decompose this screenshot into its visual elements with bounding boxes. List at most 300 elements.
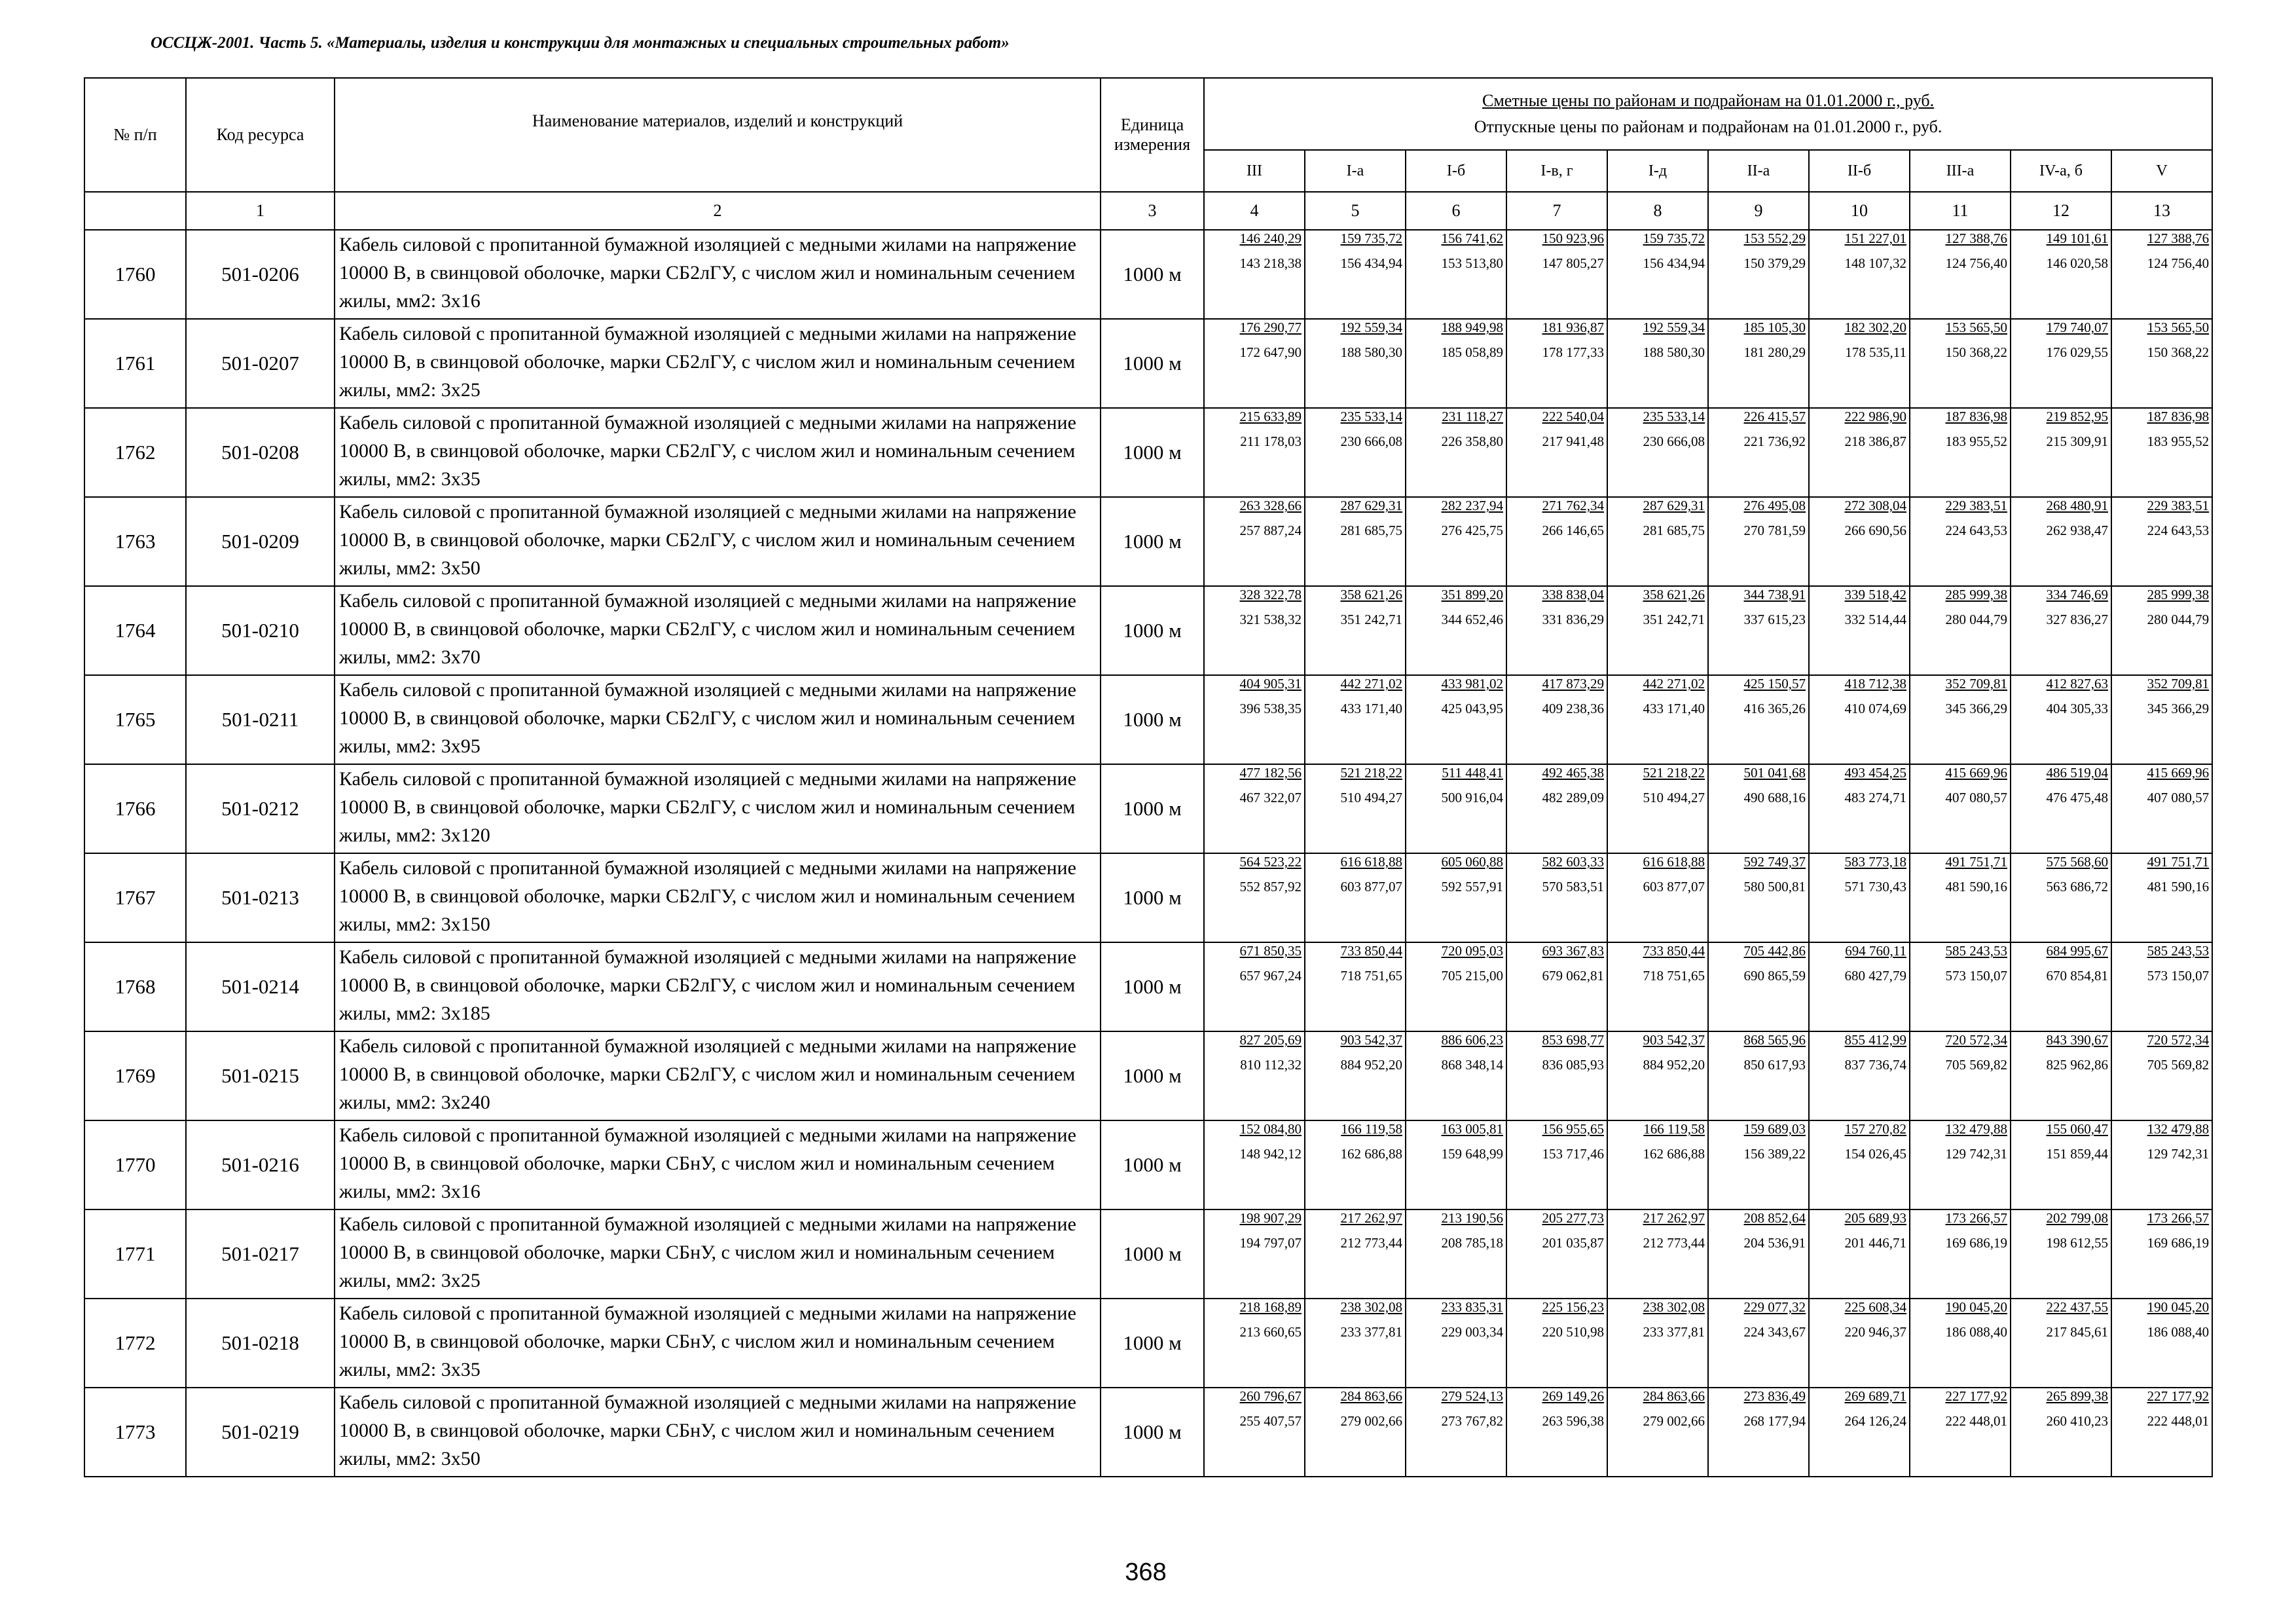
price-cell [1305, 230, 1406, 319]
row-number: 1767 [84, 853, 186, 942]
resource-code: 501-0216 [186, 1120, 335, 1209]
estimate-price: 269 149,26 [1542, 1388, 1604, 1404]
price-cell [2111, 1388, 2212, 1477]
estimate-price: 213 190,56 [1441, 1210, 1503, 1226]
row-number: 1764 [84, 586, 186, 675]
release-price: 264 126,24 [1844, 1413, 1906, 1429]
release-price: 690 865,59 [1743, 968, 1806, 984]
estimate-price: 418 712,38 [1844, 676, 1906, 692]
row-number: 1770 [84, 1120, 186, 1209]
material-name: Кабель силовой с пропитанной бумажной изоляцией с медными жилами на напряжение 10000 В, в свинцовой оболочке, марки СБ2лГУ, с числом жил и номинальным сечением жилы, мм2: 3х240 [335, 1031, 1101, 1120]
price-cell [1910, 1299, 2011, 1388]
price-cell [2011, 408, 2111, 497]
release-price: 260 410,23 [2046, 1413, 2108, 1429]
estimate-price: 492 465,38 [1542, 765, 1604, 781]
release-price: 570 583,51 [1542, 879, 1604, 895]
release-price: 573 150,07 [2147, 968, 2210, 984]
resource-code: 501-0212 [186, 764, 335, 853]
estimate-price: 153 552,29 [1743, 231, 1806, 246]
row-number: 1771 [84, 1209, 186, 1299]
price-cell [1406, 408, 1506, 497]
estimate-price: 190 045,20 [1945, 1299, 2007, 1315]
estimate-price: 219 852,95 [2046, 409, 2108, 424]
district-header: I-д [1607, 150, 1708, 192]
material-name: Кабель силовой с пропитанной бумажной изоляцией с медными жилами на напряжение 10000 В, в свинцовой оболочке, марки СБнУ, с числом жил и номинальным сечением жилы, мм2: 3х50 [335, 1388, 1101, 1477]
resource-code: 501-0215 [186, 1031, 335, 1120]
release-price: 129 742,31 [2147, 1146, 2210, 1162]
material-name: Кабель силовой с пропитанной бумажной изоляцией с медными жилами на напряжение 10000 В, в свинцовой оболочке, марки СБ2лГУ, с числом жил и номинальным сечением жилы, мм2: 3х50 [335, 497, 1101, 586]
estimate-price: 127 388,76 [2147, 231, 2210, 246]
unit-of-measure: 1000 м [1101, 586, 1204, 675]
estimate-price: 493 454,25 [1844, 765, 1906, 781]
price-cell [1607, 319, 1708, 408]
price-cell [1708, 1209, 1809, 1299]
estimate-price: 886 606,23 [1441, 1032, 1503, 1048]
release-price: 281 685,75 [1643, 523, 1705, 538]
price-cell [1506, 942, 1607, 1031]
unit-of-measure: 1000 м [1101, 1388, 1204, 1477]
release-price: 279 002,66 [1340, 1413, 1402, 1429]
row-number: 1762 [84, 408, 186, 497]
release-price: 580 500,81 [1743, 879, 1806, 895]
resource-code: 501-0219 [186, 1388, 335, 1477]
price-cell [2011, 764, 2111, 853]
estimate-price: 179 740,07 [2046, 320, 2108, 335]
estimate-price: 127 388,76 [1945, 231, 2007, 246]
price-cell [1910, 853, 2011, 942]
price-cell [1607, 408, 1708, 497]
row-number: 1761 [84, 319, 186, 408]
estimate-price: 334 746,69 [2046, 587, 2108, 602]
estimate-price: 187 836,98 [2147, 409, 2210, 424]
row-number: 1763 [84, 497, 186, 586]
price-cell [1406, 1299, 1506, 1388]
price-cell [1305, 497, 1406, 586]
estimate-price: 720 572,34 [1945, 1032, 2007, 1048]
row-number: 1768 [84, 942, 186, 1031]
table-row [84, 497, 2212, 586]
release-price: 433 171,40 [1643, 701, 1705, 716]
price-cell [2111, 675, 2212, 764]
estimate-price: 182 302,20 [1844, 320, 1906, 335]
release-price: 351 242,71 [1643, 612, 1705, 627]
release-price: 146 020,58 [2046, 255, 2108, 271]
estimate-price: 287 629,31 [1643, 498, 1705, 513]
unit-of-measure: 1000 м [1101, 319, 1204, 408]
price-cell [1204, 942, 1305, 1031]
header-unit: Единица измерения [1101, 78, 1204, 192]
price-cell [1708, 1031, 1809, 1120]
column-number: 13 [2111, 192, 2212, 230]
price-cell [2011, 1120, 2111, 1209]
estimate-price: 202 799,08 [2046, 1210, 2108, 1226]
release-price: 592 557,91 [1441, 879, 1503, 895]
estimate-price: 222 437,55 [2046, 1299, 2108, 1315]
release-price: 224 643,53 [1945, 523, 2007, 538]
release-price: 321 538,32 [1239, 612, 1302, 627]
estimate-price: 486 519,04 [2046, 765, 2108, 781]
estimate-price: 269 689,71 [1844, 1388, 1906, 1404]
estimate-price: 827 205,69 [1239, 1032, 1302, 1048]
price-cell [1708, 853, 1809, 942]
price-cell [1305, 1388, 1406, 1477]
price-cell [1708, 230, 1809, 319]
estimate-price: 358 621,26 [1643, 587, 1705, 602]
estimate-price: 583 773,18 [1844, 854, 1906, 870]
material-name: Кабель силовой с пропитанной бумажной изоляцией с медными жилами на напряжение 10000 В, в свинцовой оболочке, марки СБ2лГУ, с числом жил и номинальным сечением жилы, мм2: 3х120 [335, 764, 1101, 853]
price-cell [2011, 675, 2111, 764]
release-price: 407 080,57 [2147, 790, 2210, 805]
price-cell [1406, 1388, 1506, 1477]
estimate-price: 238 302,08 [1340, 1299, 1402, 1315]
estimate-price: 231 118,27 [1442, 409, 1503, 424]
release-price: 407 080,57 [1945, 790, 2007, 805]
estimate-price: 694 760,11 [1845, 943, 1906, 959]
release-price: 718 751,65 [1643, 968, 1705, 984]
estimate-price: 358 621,26 [1340, 587, 1402, 602]
price-cell [1708, 586, 1809, 675]
release-price: 266 690,56 [1844, 523, 1906, 538]
table-row [84, 319, 2212, 408]
price-cell [1708, 1388, 1809, 1477]
estimate-price: 225 156,23 [1542, 1299, 1604, 1315]
release-price: 154 026,45 [1844, 1146, 1906, 1162]
header-code: Код ресурса [186, 78, 335, 192]
district-header: I-б [1406, 150, 1506, 192]
table-row [84, 1209, 2212, 1299]
estimate-price: 192 559,34 [1340, 320, 1402, 335]
release-price: 186 088,40 [1945, 1324, 2007, 1340]
estimate-price: 582 603,33 [1542, 854, 1604, 870]
release-price: 810 112,32 [1240, 1057, 1302, 1073]
price-cell [2111, 1120, 2212, 1209]
table-row [84, 1120, 2212, 1209]
estimate-price: 263 328,66 [1239, 498, 1302, 513]
estimate-price: 855 412,99 [1844, 1032, 1906, 1048]
price-cell [1406, 319, 1506, 408]
release-price: 257 887,24 [1239, 523, 1302, 538]
column-number: 7 [1506, 192, 1607, 230]
estimate-price: 238 302,08 [1643, 1299, 1705, 1315]
release-price: 217 845,61 [2046, 1324, 2108, 1340]
estimate-price: 616 618,88 [1340, 854, 1402, 870]
release-price: 162 686,88 [1643, 1146, 1705, 1162]
release-price: 404 305,33 [2046, 701, 2108, 716]
estimate-price: 229 383,51 [2147, 498, 2210, 513]
price-cell [1305, 1031, 1406, 1120]
price-cell [1305, 586, 1406, 675]
price-cell [1607, 1120, 1708, 1209]
resource-code: 501-0217 [186, 1209, 335, 1299]
estimate-price: 153 565,50 [2147, 320, 2210, 335]
release-price: 156 434,94 [1643, 255, 1705, 271]
release-price: 705 215,00 [1441, 968, 1503, 984]
estimate-price: 271 762,34 [1542, 498, 1604, 513]
estimate-price: 226 415,57 [1743, 409, 1806, 424]
price-cell [1204, 1120, 1305, 1209]
row-number: 1769 [84, 1031, 186, 1120]
price-cell [1809, 319, 1910, 408]
price-cell [1204, 408, 1305, 497]
estimate-price: 217 262,97 [1643, 1210, 1705, 1226]
price-cell [2111, 942, 2212, 1031]
estimate-price: 208 852,64 [1743, 1210, 1806, 1226]
release-price: 230 666,08 [1643, 434, 1705, 449]
price-cell [1607, 764, 1708, 853]
release-price: 476 475,48 [2046, 790, 2108, 805]
release-price: 332 514,44 [1844, 612, 1906, 627]
price-cell [1910, 497, 2011, 586]
estimate-price: 176 290,77 [1239, 320, 1302, 335]
estimate-price: 155 060,47 [2046, 1121, 2108, 1137]
unit-of-measure: 1000 м [1101, 1120, 1204, 1209]
estimate-price: 592 749,37 [1743, 854, 1806, 870]
price-cell [1506, 1388, 1607, 1477]
resource-code: 501-0210 [186, 586, 335, 675]
estimate-price: 720 572,34 [2147, 1032, 2210, 1048]
release-price: 159 648,99 [1441, 1146, 1503, 1162]
estimate-price: 521 218,22 [1340, 765, 1402, 781]
price-cell [2111, 408, 2212, 497]
release-price: 837 736,74 [1844, 1057, 1906, 1073]
price-cell [1910, 586, 2011, 675]
estimate-price: 705 442,86 [1743, 943, 1806, 959]
estimate-price: 163 005,81 [1441, 1121, 1503, 1137]
release-price: 467 322,07 [1239, 790, 1302, 805]
release-price: 345 366,29 [1945, 701, 2007, 716]
price-cell [1607, 1388, 1708, 1477]
estimate-price: 442 271,02 [1340, 676, 1402, 692]
release-price: 156 434,94 [1340, 255, 1402, 271]
price-cell [1204, 675, 1305, 764]
release-price: 266 146,65 [1542, 523, 1604, 538]
column-number: 4 [1204, 192, 1305, 230]
release-price: 281 685,75 [1340, 523, 1402, 538]
price-cell [1406, 1031, 1506, 1120]
release-price: 657 967,24 [1239, 968, 1302, 984]
resource-code: 501-0207 [186, 319, 335, 408]
release-price: 178 535,11 [1845, 344, 1906, 360]
release-price: 270 781,59 [1743, 523, 1806, 538]
release-price: 279 002,66 [1643, 1413, 1705, 1429]
release-price: 153 717,46 [1542, 1146, 1604, 1162]
release-price: 169 686,19 [1945, 1235, 2007, 1251]
unit-of-measure: 1000 м [1101, 764, 1204, 853]
price-cell [1708, 1299, 1809, 1388]
price-cell [1506, 319, 1607, 408]
release-price: 147 805,27 [1542, 255, 1604, 271]
estimate-price: 159 735,72 [1643, 231, 1705, 246]
estimate-price: 173 266,57 [2147, 1210, 2210, 1226]
release-price: 220 946,37 [1844, 1324, 1906, 1340]
estimate-price: 415 669,96 [1945, 765, 2007, 781]
price-cell [1406, 497, 1506, 586]
material-name: Кабель силовой с пропитанной бумажной изоляцией с медными жилами на напряжение 10000 В, в свинцовой оболочке, марки СБ2лГУ, с числом жил и номинальным сечением жилы, мм2: 3х95 [335, 675, 1101, 764]
column-number: 5 [1305, 192, 1406, 230]
release-price: 229 003,34 [1441, 1324, 1503, 1340]
release-price: 198 612,55 [2046, 1235, 2108, 1251]
column-number: 12 [2011, 192, 2111, 230]
price-cell [1910, 408, 2011, 497]
release-price: 204 536,91 [1743, 1235, 1806, 1251]
release-price: 705 569,82 [2147, 1057, 2210, 1073]
estimate-price: 339 518,42 [1844, 587, 1906, 602]
price-cell [1809, 408, 1910, 497]
header-name: Наименование материалов, изделий и конструкций [335, 78, 1101, 192]
estimate-price: 720 095,03 [1441, 943, 1503, 959]
price-cell [2111, 853, 2212, 942]
price-cell [1910, 675, 2011, 764]
column-number: 9 [1708, 192, 1809, 230]
release-price: 836 085,93 [1542, 1057, 1604, 1073]
row-number: 1766 [84, 764, 186, 853]
header-no: № п/п [84, 78, 186, 192]
release-price: 162 686,88 [1340, 1146, 1402, 1162]
release-price: 490 688,16 [1743, 790, 1806, 805]
release-price: 188 580,30 [1340, 344, 1402, 360]
price-cell [1607, 1209, 1708, 1299]
release-price: 680 427,79 [1844, 968, 1906, 984]
price-cell [1607, 1299, 1708, 1388]
estimate-price: 217 262,97 [1340, 1210, 1402, 1226]
price-cell [1607, 942, 1708, 1031]
release-price: 552 857,92 [1239, 879, 1302, 895]
release-price: 151 859,44 [2046, 1146, 2108, 1162]
estimate-price: 693 367,83 [1542, 943, 1604, 959]
estimate-price: 260 796,67 [1239, 1388, 1302, 1404]
material-name: Кабель силовой с пропитанной бумажной изоляцией с медными жилами на напряжение 10000 В, в свинцовой оболочке, марки СБнУ, с числом жил и номинальным сечением жилы, мм2: 3х16 [335, 1120, 1101, 1209]
row-number: 1760 [84, 230, 186, 319]
price-cell [1204, 586, 1305, 675]
estimate-price: 218 168,89 [1239, 1299, 1302, 1315]
document-header: ОССЦЖ-2001. Часть 5. «Материалы, изделия и конструкции для монтажных и специальных строительных работ» [151, 34, 1010, 52]
release-price: 273 767,82 [1441, 1413, 1503, 1429]
estimate-price: 585 243,53 [2147, 943, 2210, 959]
price-cell [1809, 497, 1910, 586]
estimate-price: 268 480,91 [2046, 498, 2108, 513]
district-header: V [2111, 150, 2212, 192]
price-cell [1406, 230, 1506, 319]
release-price: 129 742,31 [1945, 1146, 2007, 1162]
release-price: 884 952,20 [1643, 1057, 1705, 1073]
table-row [84, 675, 2212, 764]
price-cell [1506, 497, 1607, 586]
resource-code: 501-0214 [186, 942, 335, 1031]
release-price: 148 107,32 [1844, 255, 1906, 271]
price-cell [1305, 853, 1406, 942]
price-cell [1708, 1120, 1809, 1209]
release-price: 718 751,65 [1340, 968, 1402, 984]
release-price: 425 043,95 [1441, 701, 1503, 716]
price-cell [1506, 1209, 1607, 1299]
price-cell [1607, 1031, 1708, 1120]
price-cell [1204, 1299, 1305, 1388]
price-cell [1910, 1120, 2011, 1209]
estimate-price: 733 850,44 [1340, 943, 1402, 959]
price-cell [1607, 853, 1708, 942]
estimate-price: 433 981,02 [1441, 676, 1503, 692]
release-price: 217 941,48 [1542, 434, 1604, 449]
price-cell [2011, 497, 2111, 586]
column-number: 10 [1809, 192, 1910, 230]
estimate-price: 285 999,38 [1945, 587, 2007, 602]
price-cell [1910, 1209, 2011, 1299]
estimate-price: 491 751,71 [2147, 854, 2210, 870]
price-cell [1204, 319, 1305, 408]
release-price: 337 615,23 [1743, 612, 1806, 627]
estimate-price: 415 669,96 [2147, 765, 2210, 781]
estimate-price: 671 850,35 [1239, 943, 1302, 959]
unit-of-measure: 1000 м [1101, 1031, 1204, 1120]
estimate-price: 284 863,66 [1643, 1388, 1705, 1404]
release-price: 345 366,29 [2147, 701, 2210, 716]
estimate-price: 153 565,50 [1945, 320, 2007, 335]
release-price: 230 666,08 [1340, 434, 1402, 449]
estimate-price: 351 899,20 [1441, 587, 1503, 602]
release-price: 224 343,67 [1743, 1324, 1806, 1340]
price-cell [1406, 942, 1506, 1031]
price-cell [1809, 1120, 1910, 1209]
release-price: 178 177,33 [1542, 344, 1604, 360]
material-name: Кабель силовой с пропитанной бумажной изоляцией с медными жилами на напряжение 10000 В, в свинцовой оболочке, марки СБ2лГУ, с числом жил и номинальным сечением жилы, мм2: 3х25 [335, 319, 1101, 408]
estimate-price: 412 827,63 [2046, 676, 2108, 692]
price-cell [1809, 586, 1910, 675]
table-row [84, 408, 2212, 497]
estimate-price: 229 077,32 [1743, 1299, 1806, 1315]
release-price: 263 596,38 [1542, 1413, 1604, 1429]
price-cell [1406, 586, 1506, 675]
price-cell [1204, 853, 1305, 942]
estimate-price: 521 218,22 [1643, 765, 1705, 781]
price-cell [1305, 942, 1406, 1031]
price-cell [1506, 1031, 1607, 1120]
price-cell [2011, 230, 2111, 319]
price-cell [1305, 1299, 1406, 1388]
district-header: IV-а, б [2011, 150, 2111, 192]
table-row [84, 942, 2212, 1031]
header-estimate-prices: Сметные цены по районам и подрайонам на 01.01.2000 г., руб. [1482, 91, 1935, 110]
estimate-price: 188 949,98 [1441, 320, 1503, 335]
release-price: 221 736,92 [1743, 434, 1806, 449]
release-price: 331 836,29 [1542, 612, 1604, 627]
price-cell [1708, 942, 1809, 1031]
price-cell [1506, 408, 1607, 497]
estimate-price: 285 999,38 [2147, 587, 2210, 602]
price-cell [1305, 408, 1406, 497]
release-price: 124 756,40 [1945, 255, 2007, 271]
price-cell [2011, 319, 2111, 408]
price-cell [1305, 1209, 1406, 1299]
price-cell [1809, 1299, 1910, 1388]
estimate-price: 442 271,02 [1643, 676, 1705, 692]
release-price: 224 643,53 [2147, 523, 2210, 538]
material-name: Кабель силовой с пропитанной бумажной изоляцией с медными жилами на напряжение 10000 В, в свинцовой оболочке, марки СБ2лГУ, с числом жил и номинальным сечением жилы, мм2: 3х35 [335, 408, 1101, 497]
release-price: 410 074,69 [1844, 701, 1906, 716]
estimate-price: 284 863,66 [1340, 1388, 1402, 1404]
district-header: II-б [1809, 150, 1910, 192]
release-price: 186 088,40 [2147, 1324, 2210, 1340]
price-cell [1406, 1120, 1506, 1209]
release-price: 194 797,07 [1239, 1235, 1302, 1251]
estimate-price: 227 177,92 [2147, 1388, 2210, 1404]
release-price: 510 494,27 [1340, 790, 1402, 805]
row-number: 1765 [84, 675, 186, 764]
price-cell [2111, 1209, 2212, 1299]
price-cell [2011, 586, 2111, 675]
unit-of-measure: 1000 м [1101, 1209, 1204, 1299]
estimate-price: 229 383,51 [1945, 498, 2007, 513]
estimate-price: 132 479,88 [1945, 1121, 2007, 1137]
